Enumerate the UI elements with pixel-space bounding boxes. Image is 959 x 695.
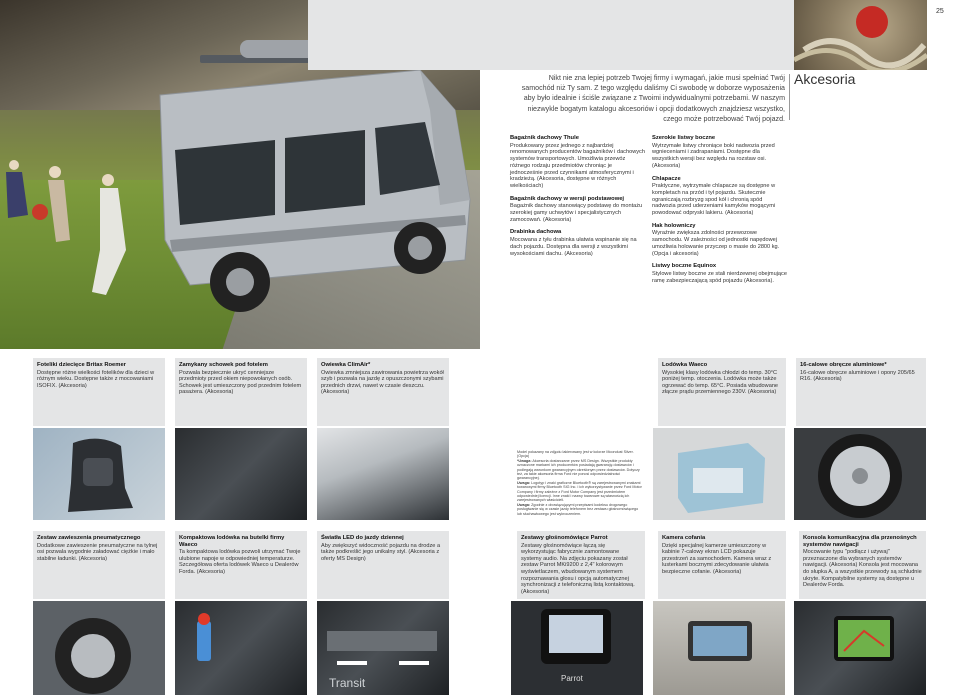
card-title: 16-calowe obręcze aluminiowe* xyxy=(800,362,887,368)
section-title: Akcesoria xyxy=(794,71,856,87)
card-text: Dzięki specjalnej kamerze umieszczony w kabinie 7-calowy ekran LCD pokazuje przestrzeń za samochodem. Kamera wraz z lusterkami bocznymi zdecydowanie ułatwia bezpieczne cofanie. (Akcesoria) xyxy=(662,542,772,575)
card-text: Ta kompaktowa lodówka pozwoli utrzymać Twoje ulubione napoje w odpowiedniej temperaturze. Szczegółowa oferta lodówek Waeco u Dealerów Forda. (Akcesoria) xyxy=(179,549,301,575)
text-column-right xyxy=(652,135,787,290)
led-lights-photo xyxy=(317,601,449,695)
suspension-photo xyxy=(33,601,165,695)
card-text: Dostępne różne wielkości fotelików dla dzieci w różnym wieku. Dostępne także z mocowaniami ISOFIX. (Akcesoria) xyxy=(37,369,155,389)
legal-label: Uwaga: xyxy=(517,502,531,507)
alloy-wheel-photo xyxy=(794,428,926,520)
text-column-left xyxy=(510,135,645,263)
product-card-air-suspension xyxy=(33,531,165,599)
item-title: Chlapacze xyxy=(652,175,681,182)
intro-paragraph: Nikt nie zna lepiej potrzeb Twojej firmy i wymagań, jakie musi spełniać Twój samochód niż Ty sam. Z tego względu daliśmy Ci swobodę w doborze wyposażenia aby było idealnie i ściśle związane z Twoimi indywidualnymi potrzebami. W naszym niezwykle bogatym katalogu akcesoriów i opcji dodatkowych znajdziesz wszystko, czego może potrzebować Twój pojazd. xyxy=(521,74,785,123)
card-title: Foteliki dziecięce Britax Roemer xyxy=(37,362,126,368)
rope-photo xyxy=(794,0,927,70)
card-title: Owiewka ClimAir* xyxy=(321,362,371,368)
card-title: Zamykany schowek pod fotelem xyxy=(179,362,268,368)
card-title: Zestaw zawieszenia pneumatycznego xyxy=(37,535,141,541)
rear-camera-photo xyxy=(653,601,785,695)
legal-line: Akcesoria dostarczane przez MS Design. Wszystkie produkty oznaczone markami ich producentów posiadają gwarancję dostawców i podlegają warunkom gwarancyjnym określonym przez dostawców. Dotyczy też, za takie akcesoria firma Ford nie ponosi odpowiedzialności gwarancyjnej. xyxy=(517,458,640,481)
legal-line: Zgodnie z obowiązującymi przepisami kodeksu drogowego posługiwanie się w czasie jazdy telefonem bez zestawu głośnomówiącego lub słuchawkowego jest wykroczeniem. xyxy=(517,502,639,516)
card-text: Owiewka zmniejsza zawirowania powietrza wokół szyb i pozwala na jazdę z opuszczonymi szybami przednich drzwi, nawet w czasie deszczu. (Akcesoria) xyxy=(321,369,444,396)
rope-and-helmet-illustration xyxy=(794,0,927,70)
item-text: Wytrzymałe listwy chroniące boki nadwozia przed wgnieceniami i zadrapaniami. Dostępne dla wszystkich wersji bez względu na rozstaw osi. (Akcesoria) xyxy=(652,142,775,169)
legal-line: Model pokazany na zdjęciu lakierowany jest w kolorze Moondust Silver. (Opcja) xyxy=(517,450,634,459)
card-title: Kompaktowa lodówka na butelki firmy Waeco xyxy=(179,535,285,548)
product-card-fridge xyxy=(658,358,786,426)
item-title: Bagażnik dachowy Thule xyxy=(510,135,579,141)
item-text: Mocowana z tyłu drabinka ułatwia wspinanie się na dach pojazdu. Dostępna dla wersji z wszystkimi wysokościami dachu. (Akcesoria) xyxy=(510,237,637,257)
nav-console-photo xyxy=(794,601,926,695)
product-card-led-lights xyxy=(317,531,449,599)
storage-box-photo xyxy=(175,428,307,520)
child-seat-photo xyxy=(33,428,165,520)
legal-line: Logotyp i znaki graficzne Bluetooth® są zarejestrowanymi znakami towarowymi firmy Bluetooth SIG Inc. i ich wykorzystywanie przez Ford Motor Company i firmy zależne z Ford Motor Company jest przedmiotem odpowiedniej licencji. Inne znaki i nazwy towarowe są własnością ich zarejestrowanych właścicieli. xyxy=(517,480,642,503)
card-title: Kamera cofania xyxy=(662,535,706,541)
divider xyxy=(789,74,790,120)
product-card-underseat-storage xyxy=(175,358,307,426)
card-text: Zestawy głośnomówiące łączą się wykorzystując fabrycznie zamontowane systemy audio. Na zdjęciu pokazany został zestaw Parrot MKi9200 z 2,4" kolorowym wyświetlaczem, wbudowanym systemem rozpoznawania głosu i opcją automatycznej synchronizacji z telefoniczną listą kontaktową. (Akcesoria) xyxy=(521,542,635,595)
card-title: Konsola komunikacyjna dla przenośnych systemów nawigacji xyxy=(803,535,917,548)
item-title: Bagażnik dachowy w wersji podstawowej xyxy=(510,195,625,202)
legal-label: Uwaga: xyxy=(517,480,531,485)
product-card-rear-camera xyxy=(658,531,786,599)
product-card-bottle-fridge xyxy=(175,531,307,599)
card-title: Lodówka Waeco xyxy=(662,362,708,368)
item-title: Drabinka dachowa xyxy=(510,229,562,236)
card-text: Pozwala bezpiecznie ukryć cenniejsze przedmioty przed okiem niepowołanych osób. Schowek jest umieszczony pod przednim fotelem pasażera. (Akcesoria) xyxy=(179,369,302,396)
item-text: Wyraźnie zwiększa zdolności przewozowe samochodu. W zależności od jednostki napędowej umożliwia holowanie przyczep o masie do 2800 kg. (Opcja i akcesoria) xyxy=(652,230,780,257)
card-text: 16-calowe obręcze aluminiowe i opony 205/65 R16. (Akcesoria) xyxy=(800,369,915,383)
item-text: Bagażnik dachowy stanowiący podstawę do montażu szerokiej gamy uchwytów i specjalistycznych zamocowań. (Akcesoria) xyxy=(510,203,643,223)
product-card-nav-console xyxy=(799,531,926,599)
header-band xyxy=(308,0,794,70)
card-title: Zestawy głośnomówiące Parrot xyxy=(521,535,608,541)
item-title: Hak holowniczy xyxy=(652,222,696,229)
product-card-alloy-wheels xyxy=(796,358,926,426)
card-text: Wysokiej klasy lodówka chłodzi do temp. 30°C poniżej temp. otoczenia. Lodówka może także ogrzewać do temp. 65°C. Posiada wbudowane złącze prądu przemiennego 230V. (Akcesoria) xyxy=(662,369,779,396)
fridge-photo xyxy=(653,428,785,520)
transit-badge: Transit xyxy=(329,676,366,690)
parrot-label: Parrot xyxy=(561,674,583,683)
legal-label: *Uwaga: xyxy=(517,458,532,463)
wind-deflector-photo xyxy=(317,428,449,520)
item-title: Szerokie listwy boczne xyxy=(652,135,716,141)
card-text: Aby zwiększyć widoczność pojazdu na drodze a także podkreślić jego unikalny styl. (Akcesoria z oferty MS Design) xyxy=(321,542,441,562)
card-text: Mocowanie typu "podłącz i używaj" przeznaczone dla wybranych systemów nawigacji. (Akcesoria) Konsola jest mocowana do słupka A, a wszystkie przewody są schludnie ukryte. Kompatybilne systemy są dostępne u Dealerów Forda. xyxy=(803,549,922,589)
item-text: Stylowe listwy boczne ze stali nierdzewnej obejmujące ramę zabezpieczającą spód pojazdu (Akcesoria). xyxy=(652,270,787,284)
product-card-climair xyxy=(317,358,449,426)
legal-notes xyxy=(517,450,642,516)
card-title: Światła LED do jazdy dziennej xyxy=(321,535,404,541)
product-card-parrot xyxy=(517,531,645,599)
item-text: Produkowany przez jednego z najbardziej renomowanych producentów bagażników i dachowych systemów transportowych. Umożliwia przewóz różnego rodzaju przedmiotów chroniąc je jednocześnie przed czynnikami atmosferycznymi i kradzieżą. (Akcesoria, dostępne w różnych wielkościach) xyxy=(510,142,645,189)
page-number: 25 xyxy=(936,8,944,15)
card-text: Dodatkowe zawieszenie pneumatyczne na tylnej osi pozwala wygodnie załadować ciężkie i mało stabilne ładunki. (Akcesoria) xyxy=(37,542,158,562)
bottle-fridge-photo xyxy=(175,601,307,695)
item-text: Praktyczne, wytrzymałe chlapacze są dostępne w kompletach na przód i tył pojazdu. Skutecznie ograniczają rozbryzg spod kół i chronią spód nadwozia przed uderzeniami kamyków mogącymi powodować odpryski lakieru. (Akcesoria) xyxy=(652,183,776,217)
parrot-photo xyxy=(511,601,643,695)
product-card-child-seat xyxy=(33,358,165,426)
item-title: Listwy boczne Equinox xyxy=(652,263,717,270)
